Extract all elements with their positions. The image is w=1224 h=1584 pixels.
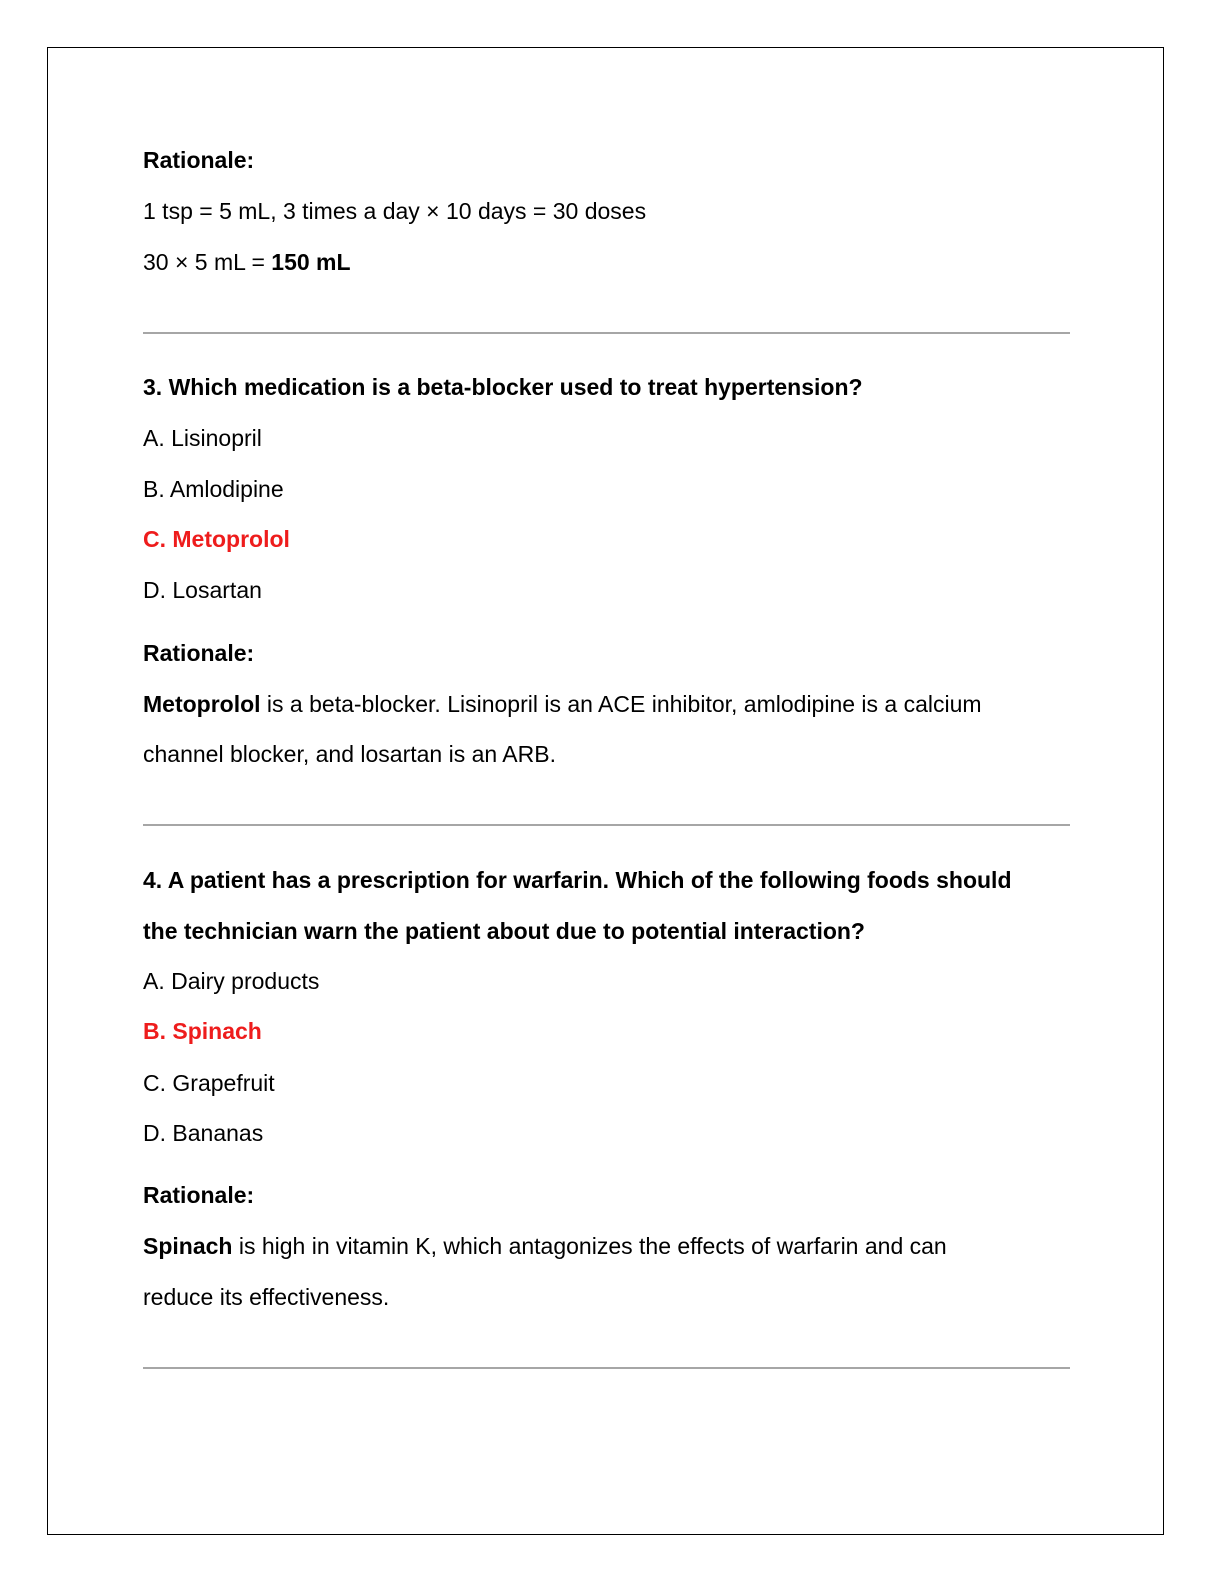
rationale-heading: Rationale:	[143, 1182, 255, 1208]
separator	[143, 824, 1070, 826]
rationale-answer: Metoprolol	[143, 691, 261, 717]
q4-option-d: D. Bananas	[143, 1120, 264, 1146]
rationale-text	[143, 247, 351, 277]
q4-option-c: C. Grapefruit	[143, 1070, 275, 1096]
rationale-text-rest: is high in vitamin K, which antagonizes the effects of warfarin and can	[232, 1233, 947, 1259]
separator	[143, 332, 1070, 334]
q4-option-a: A. Dairy products	[143, 968, 320, 994]
q4-option-b-correct: B. Spinach	[143, 1018, 262, 1044]
rationale-answer: 150 mL	[271, 249, 351, 275]
question-4-line-2: the technician warn the patient about due to potential interaction?	[143, 918, 865, 944]
rationale-text-prefix: 30 × 5 mL =	[143, 249, 272, 275]
question-4-line-1: 4. A patient has a prescription for warfarin. Which of the following foods should	[143, 867, 1012, 893]
rationale-answer: Spinach	[143, 1233, 233, 1259]
rationale-text: reduce its effectiveness.	[143, 1284, 390, 1310]
q3-option-b: B. Amlodipine	[143, 476, 284, 502]
q3-option-d: D. Losartan	[143, 577, 262, 603]
rationale-text: channel blocker, and losartan is an ARB.	[143, 741, 556, 767]
q3-option-c-correct: C. Metoprolol	[143, 526, 290, 552]
rationale-heading: Rationale:	[143, 640, 255, 666]
separator	[143, 1367, 1070, 1369]
question-3: 3. Which medication is a beta-blocker used to treat hypertension?	[143, 374, 863, 400]
rationale-heading: Rationale:	[143, 147, 255, 173]
rationale-text: 1 tsp = 5 mL, 3 times a day × 10 days = 30 doses	[143, 198, 647, 224]
rationale-text	[143, 689, 982, 719]
rationale-text-rest: is a beta-blocker. Lisinopril is an ACE inhibitor, amlodipine is a calcium	[260, 691, 982, 717]
rationale-text	[143, 1231, 947, 1261]
q3-option-a: A. Lisinopril	[143, 425, 262, 451]
